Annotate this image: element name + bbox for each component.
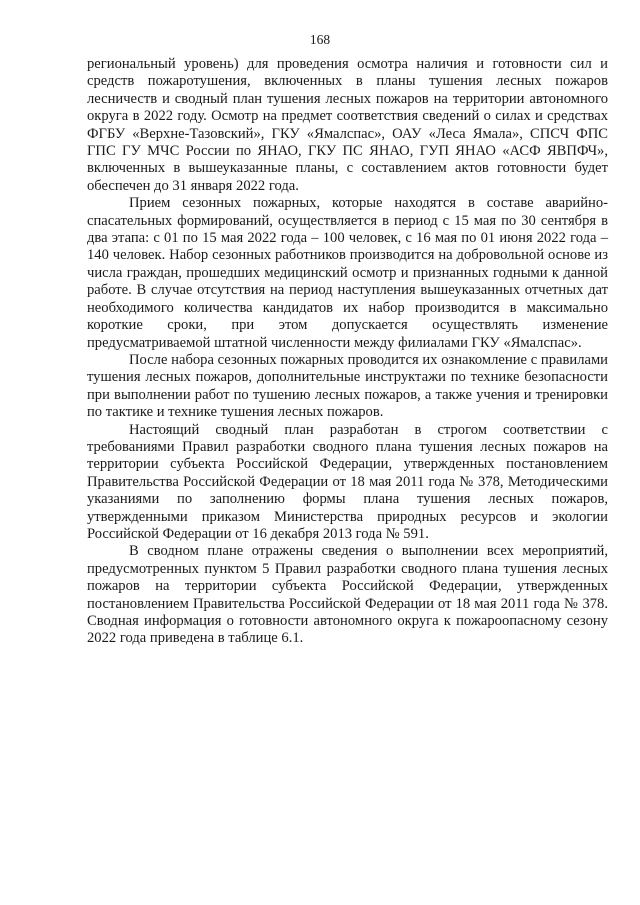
- paragraph-training: После набора сезонных пожарных проводится их ознакомление с правилами тушения лесных пожаров, дополнительные инструктажи по технике безопасности при выполнении работ по тушению лесных пожаров, а также учения и тренировки по тактике и технике тушения лесных пожаров.: [87, 351, 608, 421]
- page-number: 168: [309, 32, 331, 47]
- document-body: [87, 56, 608, 648]
- paragraph-regulations: Настоящий сводный план разработан в строгом соответствии с требованиями Правил разработки сводного плана тушения лесных пожаров на территории субъекта Российской Федерации, утвержденных постановлением Правительства Российской Федерации от 18 мая 2011 года № 378, Методическими указаниями по заполнению формы плана тушения лесных пожаров, утвержденными приказом Министерства природных ресурсов и экологии Российской Федерации от 16 декабря 2013 года № 591.: [87, 421, 608, 542]
- paragraph-seasonal-firefighters: Прием сезонных пожарных, которые находятся в составе аварийно-спасательных формирований, осуществляется в период с 15 мая по 30 сентября в два этапа: с 01 по 15 мая 2022 года – 100 человек, с 16 мая по 01 июня 2022 года – 140 человек. Набор сезонных работников производится на добровольной основе из числа граждан, прошедших медицинский осмотр и признанных годными к данной работе. В случае отсутствия на период наступления вышеуказанных отчетных дат необходимого количества кандидатов их набор производится в максимально короткие сроки, при этом допускается осуществлять изменение предусматриваемой штатной численности между филиалами ГКУ «Ямалспас».: [87, 195, 608, 351]
- paragraph-summary: В сводном плане отражены сведения о выполнении всех мероприятий, предусмотренных пунктом 5 Правил разработки сводного плана тушения лесных пожаров на территории субъекта Российской Федерации, утвержденных постановлением Правительства Российской Федерации от 18 мая 2011 года № 378. Сводная информация о готовности автономного округа к пожароопасному сезону 2022 года приведена в таблице 6.1.: [87, 543, 608, 647]
- paragraph-continuation: региональный уровень) для проведения осмотра наличия и готовности сил и средств пожаротушения, включенных в планы тушения лесных пожаров лесничеств и сводный план тушения лесных пожаров на территории автономного округа в 2022 году. Осмотр на предмет соответствия сведений о силах и средствах ФГБУ «Верхне-Тазовский», ГКУ «Ямалспас», ОАУ «Леса Ямала», СПСЧ ФПС ГПС ГУ МЧС России по ЯНАО, ГКУ ПС ЯНАО, ГУП ЯНАО «АСФ ЯВПФЧ», включенных в вышеуказанные планы, с составлением актов готовности будет обеспечен до 31 января 2022 года.: [87, 56, 608, 194]
